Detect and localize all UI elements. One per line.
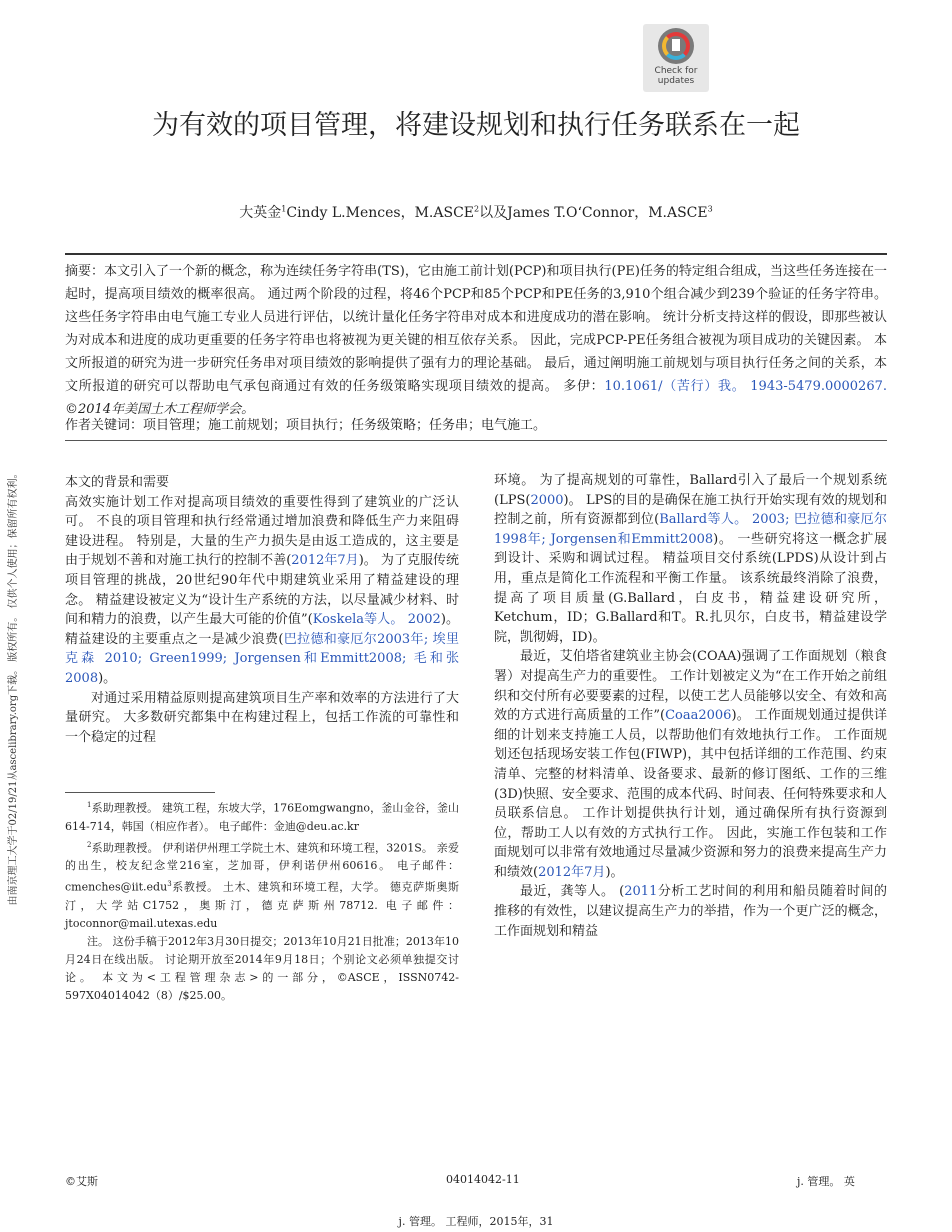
sidebar-note-text: 由南京理工大学于02/19/21从ascelibrary.org下载。 版权所有。 仅供个人使用；保留所有权利。 [8, 468, 19, 906]
author-3: 以及James T.O‘Connor，M.ASCE [479, 205, 708, 221]
author-line [0, 202, 952, 222]
abstract-body: 摘要：本文引入了一个新的概念，称为连续任务字符串(TS)，它由施工前计划(PCP)和项目执行(PE)任务的特定组合组成，当这些任务连接在一起时，提高项目绩效的概率很高。 通过两个阶段的过程，将46个PCP和85个PCP和PE任务的3,910个组合减少到239个验证的任务字符串。 这些任务字符串由电气施工专业人员进行评估，以统计量化任务字符串对成本和进度成功的潜在影响。 统计分析支持这样的假设，即那些被认为对成本和进度的成功更重要的任务字符串也将被视为更关键的相互依存关系。 因此，完成PCP-PE任务组合被视为项目成功的关键因素。 本文所报道的研究为进一步研究任务串对项目绩效的影响提供了强有力的理论基础。 最后，通过阐明施工前规划与项目执行任务之间的关系，本文所报道的研究可以帮助电气承包商通过有效的任务级策略实现项目绩效的提高。 多伊： [65, 264, 887, 394]
paper-title: 为有效的项目管理，将建设规划和执行任务联系在一起 [152, 110, 800, 141]
left-column [65, 473, 459, 747]
citation-link[interactable]: 2000 [530, 492, 564, 508]
footnote-note: 注。 这份手稿于2012年3月30日提交；2013年10月21日批准；2013年10月24日在线出版。 讨论期开放至2014年9月18日；个别论文必须单独提交讨论。 本文为<工程管理杂志>的一部分，©ASCE，ISSN0742-597X04014042（8）/$25.00。 [65, 934, 459, 1002]
abstract-top-rule [65, 253, 887, 255]
citation-link[interactable]: Ballard等人。 2003; 巴拉德和豪厄尔1998年; Jorgensen和Emmitt2008 [494, 512, 887, 547]
footnotes [65, 796, 459, 1005]
copyright: ©2014年美国土木工程师学会。 [65, 402, 255, 417]
right-paragraph-3: 最近，龚等人。 (2011分析工艺时间的利用和船员随着时间的推移的有效性，以建议提高生产力的举措，作为一个更广泛的概念，工作面规划和精益 [494, 884, 887, 939]
doi-link[interactable]: 10.1061/（苦行）我。 1943-5479.0000267. [604, 379, 887, 394]
author-1: 大英金 [239, 205, 282, 221]
author-1-affil: 1 [281, 204, 287, 214]
footnote-2: $^2$系助理教授。 伊利诺伊州理工学院土木、建筑和环境工程，3201S。 亲爱的出生，校友纪念堂216室，芝加哥，伊利诺伊州60616。 电子邮件：cmenches@iit.edu$^3$系教授。 土木、建筑和环境工程，大学。 德克萨斯奥斯汀，大学站C1752，奥斯汀，德克萨斯州78712. 电子邮件：jtoconnor@mail.utexas.edu [65, 840, 459, 930]
author-2: Cindy L.Mences，M.ASCE [286, 205, 474, 221]
footnote-rule [65, 792, 215, 793]
check-for-updates-badge[interactable] [643, 24, 709, 92]
left-paragraph-2: 对通过采用精益原则提高建筑项目生产率和效率的方法进行了大量研究。 大多数研究都集中在构建过程上，包括工作流的可靠性和一个稳定的过程 [65, 690, 459, 745]
footer-right: j. 管理。 英 [797, 1175, 855, 1188]
abstract-bottom-rule [65, 440, 887, 441]
citation-link[interactable]: 2011 [624, 884, 658, 900]
author-3-affil: 3 [707, 204, 713, 214]
section-heading: 本文的背景和需要 [65, 475, 170, 490]
footer-page-id: 04014042-11 [446, 1173, 520, 1186]
crossmark-icon [658, 28, 694, 64]
download-sidebar-note [2, 440, 19, 940]
right-paragraph-1: 环境。 为了提高规划的可靠性，Ballard引入了最后一个规划系统(LPS(2000)。 LPS的目的是确保在施工执行开始实现有效的规划和控制之前，所有资源都到位(Ballard等人。 2003; 巴拉德和豪厄尔1998年; Jorgensen和Emmitt2008)。 一些研究将这一概念扩展到设计、采购和调试过程。 精益项目交付系统(LPDS)从设计到占用，重点是简化工作流程和平衡工作量。 该系统最终消除了浪费，提高了项目质量(G.Ballard，白皮书，精益建设研究所，Ketchum，ID；G.Ballard和T。R.扎贝尔，白皮书，精益建设学院，凯彻姆，ID)。 [494, 473, 887, 645]
citation-link[interactable]: Koskela等人。 2002 [312, 612, 441, 628]
abstract [65, 260, 887, 421]
badge-label: Check for updates [654, 66, 698, 86]
journal-citation: j. 管理。 工程师，2015年，31 [398, 1215, 554, 1228]
footer-left: ©艾斯 [65, 1175, 98, 1188]
left-paragraph-1: 高效实施计划工作对提高项目绩效的重要性得到了建筑业的广泛认可。 不良的项目管理和执行经常通过增加浪费和降低生产力来阻碍建设进程。 特别是，大量的生产力损失是由返工造成的，这主要是由于规划不善和对施工执行的控制不善(2012年7月)。 为了克服传统项目管理的挑战，20世纪90年代中期建筑业采用了精益建设的理念。 精益建设被定义为“设计生产系统的方法，以尽量减少材料、时间和精力的浪费，以产生最大可能的价值”(Koskela等人。 2002)。 精益建设的主要重点之一是减少浪费(巴拉德和豪厄尔2003年; 埃里克森 2010; Green1999; Jorgensen和Emmitt2008; 毛和张2008)。 [65, 494, 459, 686]
right-paragraph-2: 最近，艾伯塔省建筑业主协会(COAA)强调了工作面规划（粮食署）对提高生产力的重要性。 工作计划被定义为“在工作开始之前组织和交付所有必要要素的过程，以使工艺人员能够以安全、有效和高效的方式进行高质量的工作”(Coaa2006)。 工作面规划通过提供详细的计划来支持施工人员，以帮助他们有效地执行工作。 工作面规划还包括现场安装工作包(FIWP)，其中包括详细的工作范围、约束清单、完整的材料清单、设备要求、最新的修订图纸、工作的三维(3D)快照、安全要求、范围的成本代码、时间表、任何特殊要求和人员联系信息。 工作计划提供执行计划，通过确保所有执行资源到位，帮助工人以有效的方式执行工作。 因此，实施工作包装和工作面规划可以非常有效地通过尽量减少资源和努力的浪费来提高生产力和绩效(2012年7月)。 [494, 649, 887, 880]
right-column [494, 471, 887, 941]
citation-link[interactable]: 2012年7月 [291, 553, 359, 569]
citation-link[interactable]: Coaa2006 [665, 708, 732, 724]
author-2-affil: 2 [474, 204, 480, 214]
citation-link[interactable]: 2012年7月 [538, 864, 606, 880]
author-keywords: 作者关键词：项目管理；施工前规划；项目执行；任务级策略；任务串；电气施工。 [65, 418, 547, 433]
citation-link[interactable]: 巴拉德和豪厄尔2003年; 埃里克森 2010; Green1999; Jorgensen和Emmitt2008; 毛和张2008 [65, 631, 459, 686]
footnote-1: $^1$系助理教授。 建筑工程，东坡大学，176Eomgwangno，釜山金谷，釜山614-714，韩国（相应作者）。 电子邮件：金迪@deu.ac.kr [65, 801, 459, 833]
